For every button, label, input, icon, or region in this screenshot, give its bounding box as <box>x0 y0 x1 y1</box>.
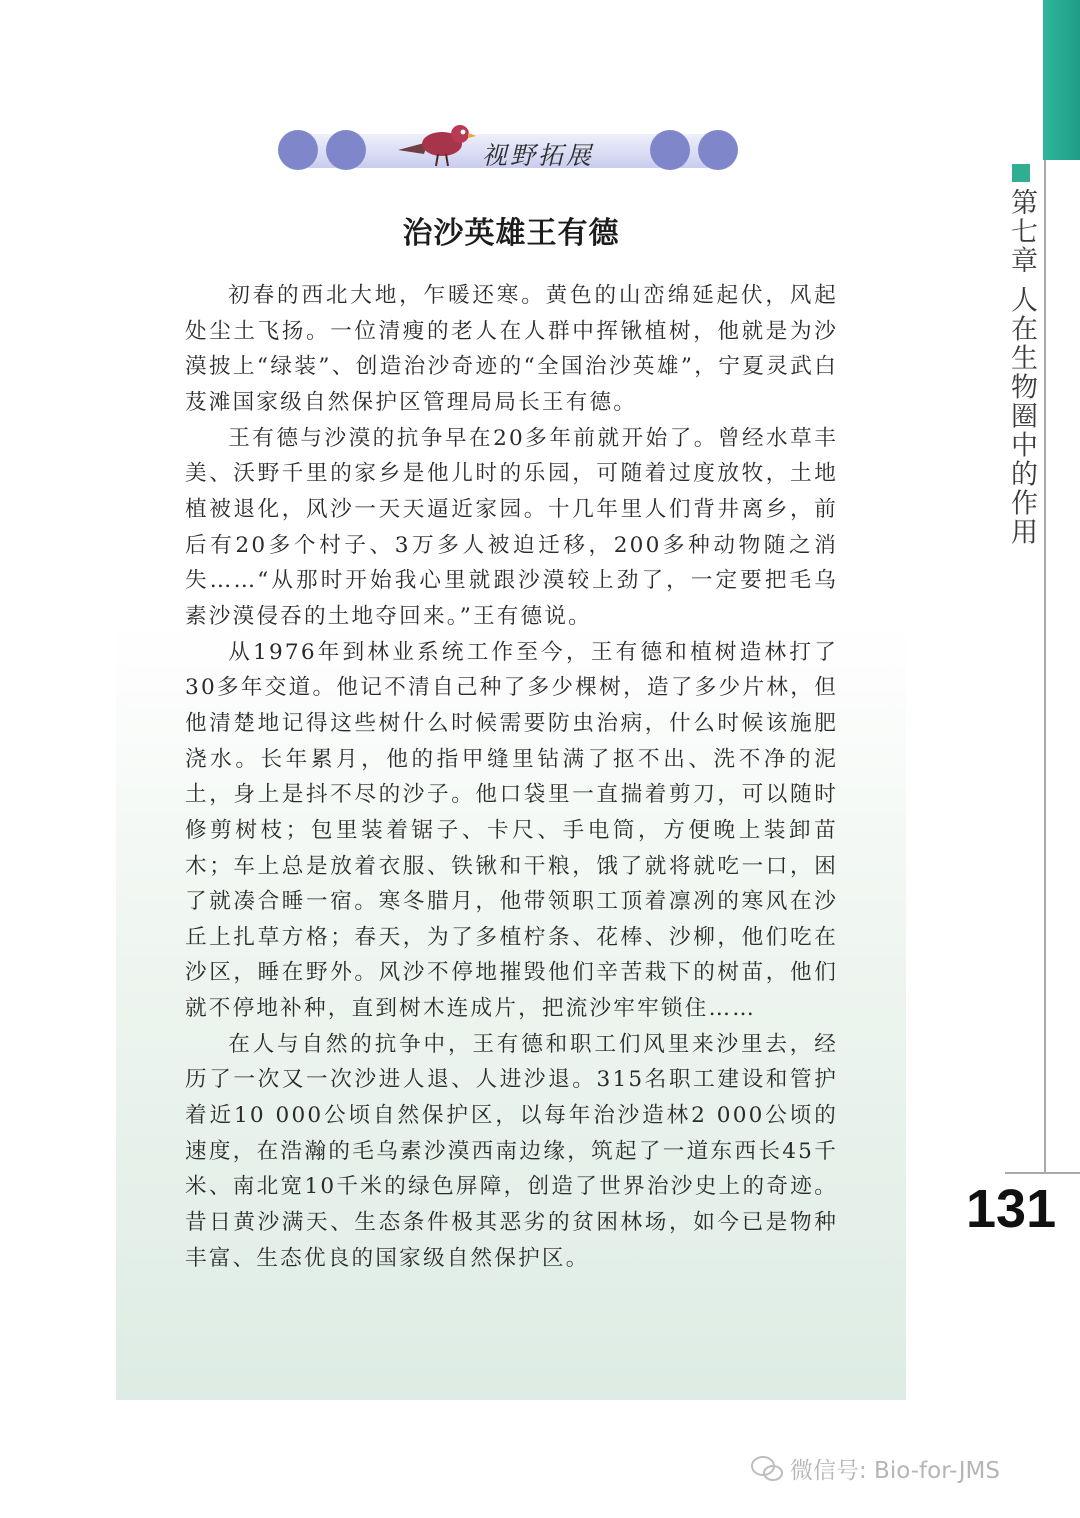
article-title: 治沙英雄王有德 <box>402 216 620 251</box>
article-body <box>185 278 838 1276</box>
section-banner <box>298 126 716 174</box>
banner-label: 视野拓展 <box>482 141 595 170</box>
bird-icon <box>394 120 484 172</box>
side-divider <box>1044 160 1046 1172</box>
paragraph: 在人与自然的抗争中，王有德和职工们风里来沙里去，经历了一次又一次沙进人退、人进沙退。315名职工建设和管护着近10 000公顷自然保护区，以每年治沙造林2 000公顷的速度，在浩瀚的毛乌素沙漠西南边缘，筑起了一道东西长45千米、南北宽10千米的绿色屏障，创造了世界治沙史上的奇迹。昔日黄沙满天、生态条件极其恶劣的贫困林场，如今已是物种丰富、生态优良的国家级自然保护区。 <box>185 1031 838 1271</box>
chapter-title: 第七章 人在生物圈中的作用 <box>1006 188 1037 547</box>
banner-circle-left <box>278 130 318 170</box>
banner-circle-left-2 <box>326 130 366 170</box>
page-number-rule <box>1005 1172 1080 1174</box>
watermark-text: 微信号: Bio-for-JMS <box>790 1458 1000 1484</box>
watermark <box>750 1452 1000 1485</box>
paragraph: 王有德与沙漠的抗争早在20多年前就开始了。曾经水草丰美、沃野千里的家乡是他儿时的乐园，可随着过度放牧，土地植被退化，风沙一天天逼近家园。十几年里人们背井离乡，前后有20多个村子、3万多人被迫迁移，200多种动物随之消失……“从那时开始我心里就跟沙漠较上劲了，一定要把毛乌素沙漠侵吞的土地夺回来。”王有德说。 <box>185 425 838 629</box>
chapter-marker-square <box>1012 164 1030 182</box>
banner-circle-right-2 <box>698 130 738 170</box>
banner-circle-right <box>650 130 690 170</box>
paragraph: 初春的西北大地，乍暖还寒。黄色的山峦绵延起伏，风起处尘土飞扬。一位清瘦的老人在人群中挥锹植树，他就是为沙漠披上“绿装”、创造治沙奇迹的“全国治沙英雄”，宁夏灵武白芨滩国家级自然保护区管理局局长王有德。 <box>185 283 838 415</box>
chapter-color-tab <box>1043 0 1080 160</box>
paragraph: 从1976年到林业系统工作至今，王有德和植树造林打了30多年交道。他记不清自己种了多少棵树，造了多少片林，但他清楚地记得这些树什么时候需要防虫治病，什么时候该施肥浇水。长年累月，他的指甲缝里钻满了抠不出、洗不净的泥土，身上是抖不尽的沙子。他口袋里一直揣着剪刀，可以随时修剪树枝；包里装着锯子、卡尺、手电筒，方便晚上装卸苗木；车上总是放着衣服、铁锹和干粮，饿了就将就吃一口，困了就凑合睡一宿。寒冬腊月，他带领职工顶着凛冽的寒风在沙丘上扎草方格；春天，为了多植柠条、花棒、沙柳，他们吃在沙区，睡在野外。风沙不停地摧毁他们辛苦栽下的树苗，他们就不停地补种，直到树木连成片，把流沙牢牢锁住…… <box>185 639 838 1022</box>
page-number: 131 <box>966 1179 1057 1239</box>
wechat-icon <box>750 1455 784 1483</box>
